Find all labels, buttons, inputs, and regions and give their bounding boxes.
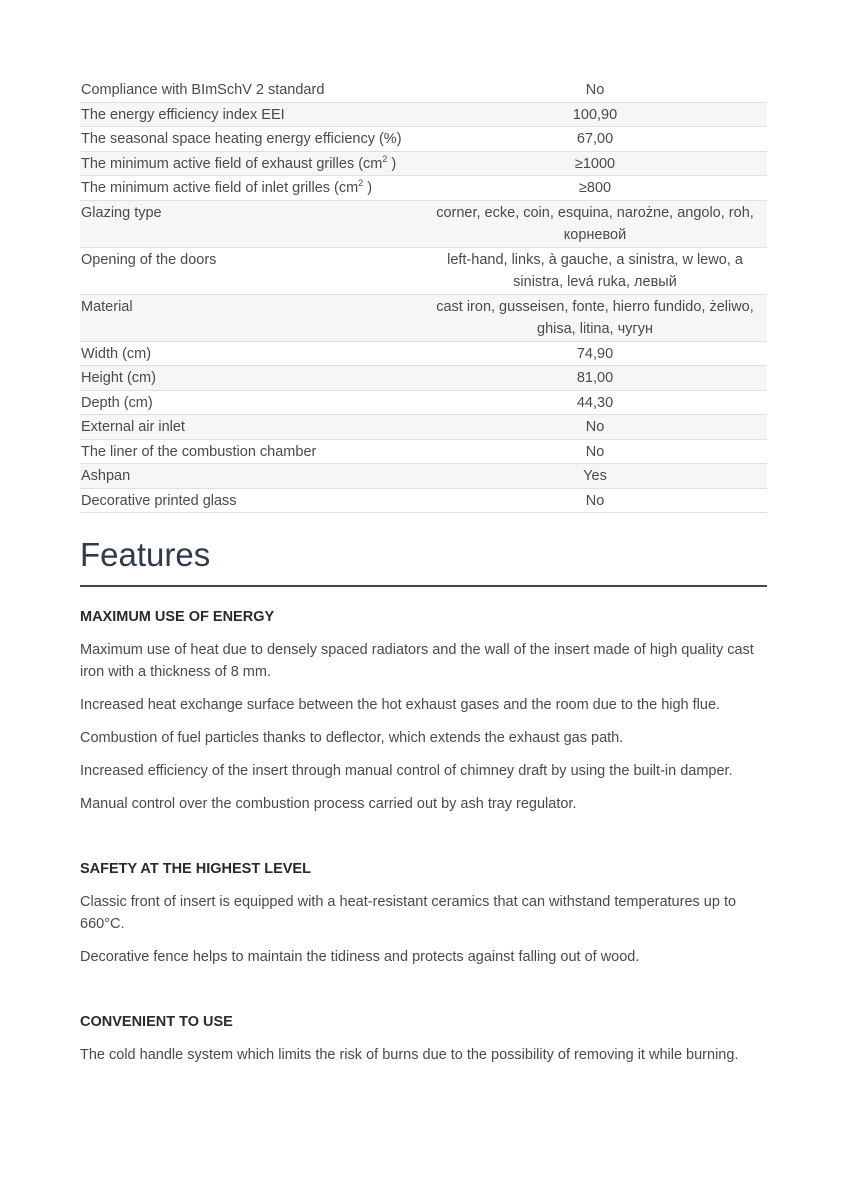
spec-label: The energy efficiency index EEI bbox=[81, 106, 285, 123]
table-row bbox=[80, 341, 767, 366]
spec-label-text: The minimum active field of inlet grilles (cm bbox=[81, 180, 359, 196]
spec-value: 74,90 bbox=[576, 345, 614, 362]
spec-value: 100,90 bbox=[572, 106, 618, 123]
table-row bbox=[80, 366, 767, 391]
paragraph: Increased efficiency of the insert through manual control of chimney draft by using the built-in damper. bbox=[80, 763, 733, 779]
specifications-table bbox=[80, 78, 767, 513]
document-page bbox=[80, 78, 767, 1077]
spec-label: Compliance with BImSchV 2 standard bbox=[81, 82, 325, 98]
table-row bbox=[80, 127, 767, 152]
section-heading: CONVENIENT TO USE bbox=[80, 1014, 233, 1030]
spec-value: left-hand, links, à gauche, a sinistra, w lewo, a sinistra, levá ruka, левый bbox=[447, 251, 743, 290]
spec-label: Opening of the doors bbox=[81, 251, 217, 268]
table-row bbox=[80, 247, 767, 294]
table-row bbox=[80, 415, 767, 440]
spec-label bbox=[80, 151, 423, 176]
spec-value: No bbox=[585, 492, 605, 509]
feature-section-energy bbox=[80, 607, 767, 815]
paragraph: Maximum use of heat due to densely spaced radiators and the wall of the insert made of high quality cast iron with a thickness of 8 mm. bbox=[80, 642, 754, 680]
feature-section-safety bbox=[80, 859, 767, 968]
section-heading: SAFETY AT THE HIGHEST LEVEL bbox=[80, 861, 311, 877]
spec-label: Material bbox=[81, 298, 133, 315]
spec-value: No bbox=[585, 419, 605, 435]
table-row bbox=[80, 151, 767, 176]
spec-label: Depth (cm) bbox=[81, 394, 153, 411]
spec-label: The liner of the combustion chamber bbox=[81, 443, 317, 460]
feature-section-convenience bbox=[80, 1012, 767, 1066]
table-row bbox=[80, 488, 767, 513]
spec-value: 67,00 bbox=[576, 131, 614, 147]
paragraph: Manual control over the combustion process carried out by ash tray regulator. bbox=[80, 796, 577, 812]
spec-value: No bbox=[585, 443, 605, 460]
spec-value: ≥800 bbox=[578, 180, 612, 196]
paragraph: Increased heat exchange surface between the hot exhaust gases and the room due to the high flue. bbox=[80, 697, 721, 713]
spec-label: Height (cm) bbox=[81, 370, 156, 386]
spec-label bbox=[80, 176, 423, 201]
spec-value: ≥1000 bbox=[574, 155, 616, 172]
spec-label: The seasonal space heating energy efficiency (%) bbox=[81, 131, 402, 147]
superscript: 2 bbox=[382, 153, 388, 164]
paragraph: Classic front of insert is equipped with a heat-resistant ceramics that can withstand temperatures up to 660°C. bbox=[80, 894, 737, 932]
features-heading: Features bbox=[80, 535, 767, 587]
spec-value: corner, ecke, coin, esquina, narożne, angolo, roh, корневой bbox=[436, 204, 754, 243]
table-row bbox=[80, 390, 767, 415]
spec-value: No bbox=[585, 82, 605, 98]
table-row bbox=[80, 102, 767, 127]
table-row bbox=[80, 439, 767, 464]
table-row bbox=[80, 200, 767, 247]
spec-value: 81,00 bbox=[576, 370, 614, 386]
table-row bbox=[80, 464, 767, 489]
table-row bbox=[80, 294, 767, 341]
spec-value: 44,30 bbox=[576, 394, 614, 411]
superscript: 2 bbox=[358, 178, 364, 189]
paragraph: Decorative fence helps to maintain the tidiness and protects against falling out of wood. bbox=[80, 949, 640, 965]
table-row bbox=[80, 78, 767, 102]
spec-value: Yes bbox=[583, 468, 607, 484]
spec-label: Decorative printed glass bbox=[81, 492, 237, 509]
spec-label: External air inlet bbox=[81, 419, 185, 435]
spec-label: Width (cm) bbox=[81, 345, 152, 362]
table-row bbox=[80, 176, 767, 201]
spec-label-suffix: ) bbox=[387, 155, 397, 172]
paragraph: Combustion of fuel particles thanks to deflector, which extends the exhaust gas path. bbox=[80, 730, 624, 746]
paragraph: The cold handle system which limits the risk of burns due to the possibility of removing it while burning. bbox=[80, 1047, 739, 1063]
spec-label: Ashpan bbox=[81, 468, 131, 484]
spec-label: Glazing type bbox=[81, 204, 162, 221]
section-heading: MAXIMUM USE OF ENERGY bbox=[80, 609, 275, 625]
spec-label-suffix: ) bbox=[363, 180, 373, 196]
spec-label-text: The minimum active field of exhaust grilles (cm bbox=[81, 155, 383, 172]
spec-value: cast iron, gusseisen, fonte, hierro fundido, żeliwo, ghisa, litina, чугун bbox=[436, 298, 754, 337]
